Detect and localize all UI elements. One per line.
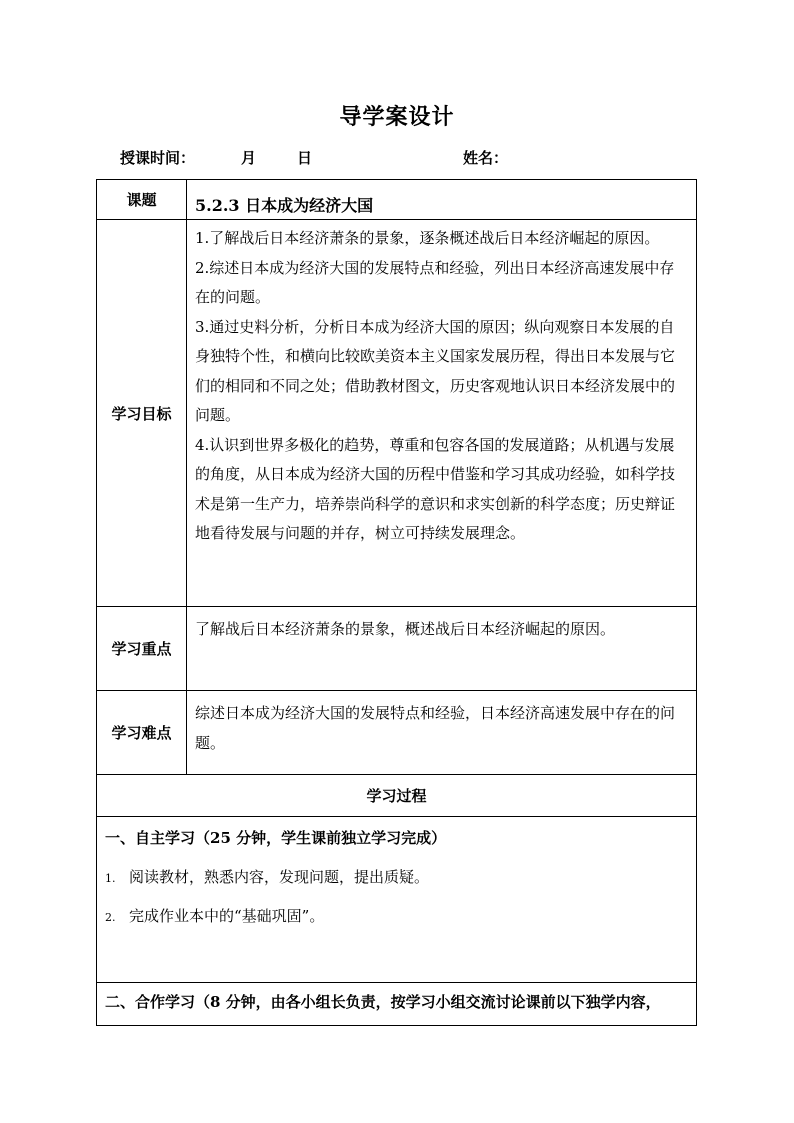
process-row [97,775,697,817]
item-number: 2. [105,911,116,924]
key-row [97,607,697,691]
difficulty-row [97,691,697,775]
topic-label: 课题 [97,180,187,220]
difficulty-label: 学习难点 [97,691,187,775]
month-label: 月 [241,149,257,167]
goals-row [97,220,697,607]
time-label: 授课时间： [120,149,196,167]
meta-line [0,147,794,169]
item-text: 阅读教材，熟悉内容，发现问题，提出质疑。 [129,868,430,886]
cooperative-heading: 二、合作学习（8 分钟，由各小组长负责，按学习小组交流讨论课前以下独学内容， [97,983,697,1026]
difficulty-content: 综述日本成为经济大国的发展特点和经验，日本经济高速发展中存在的问题。 [187,691,697,775]
key-label: 学习重点 [97,607,187,691]
goal-item: 2.综述日本成为经济大国的发展特点和经验，列出日本经济高速发展中存在的问题。 [195,258,675,306]
process-label: 学习过程 [97,775,697,817]
lesson-table [96,179,697,1026]
item-text: 完成作业本中的“基础巩固”。 [129,907,325,925]
item-number: 1. [105,872,116,885]
goal-item: 3.通过史料分析，分析日本成为经济大国的原因；纵向观察日本发展的自身独特个性，和横向比较欧美资本主义国家发展历程，得出日本发展与它们的相同和不同之处；借助教材图文，历史客观地认识日本经济发展中的问题。 [195,317,676,424]
cooperative-row [97,983,697,1026]
day-label: 日 [297,149,313,167]
goal-item: 4.认识到世界多极化的趋势，尊重和包容各国的发展道路；从机遇与发展的角度，从日本成为经济大国的历程中借鉴和学习其成功经验，如科学技术是第一生产力，培养崇尚科学的意识和求实创新的科学态度；历史辩证地看待发展与问题的并存，树立可持续发展理念。 [195,435,676,542]
topic-value: 5.2.3 日本成为经济大国 [187,180,697,220]
key-content: 了解战后日本经济萧条的景象，概述战后日本经济崛起的原因。 [187,607,697,691]
list-item [97,866,696,887]
list-item [97,905,696,926]
goals-content [187,220,697,607]
goals-label: 学习目标 [97,220,187,607]
goal-item: 1.了解战后日本经济萧条的景象，逐条概述战后日本经济崛起的原因。 [195,229,660,247]
topic-row [97,180,697,220]
name-label: 姓名： [463,149,509,167]
document-title: 导学案设计 [339,104,455,130]
self-study-heading: 一、自主学习（25 分钟，学生课前独立学习完成） [105,829,447,847]
self-study-row [97,817,697,983]
self-study-cell [97,817,697,983]
